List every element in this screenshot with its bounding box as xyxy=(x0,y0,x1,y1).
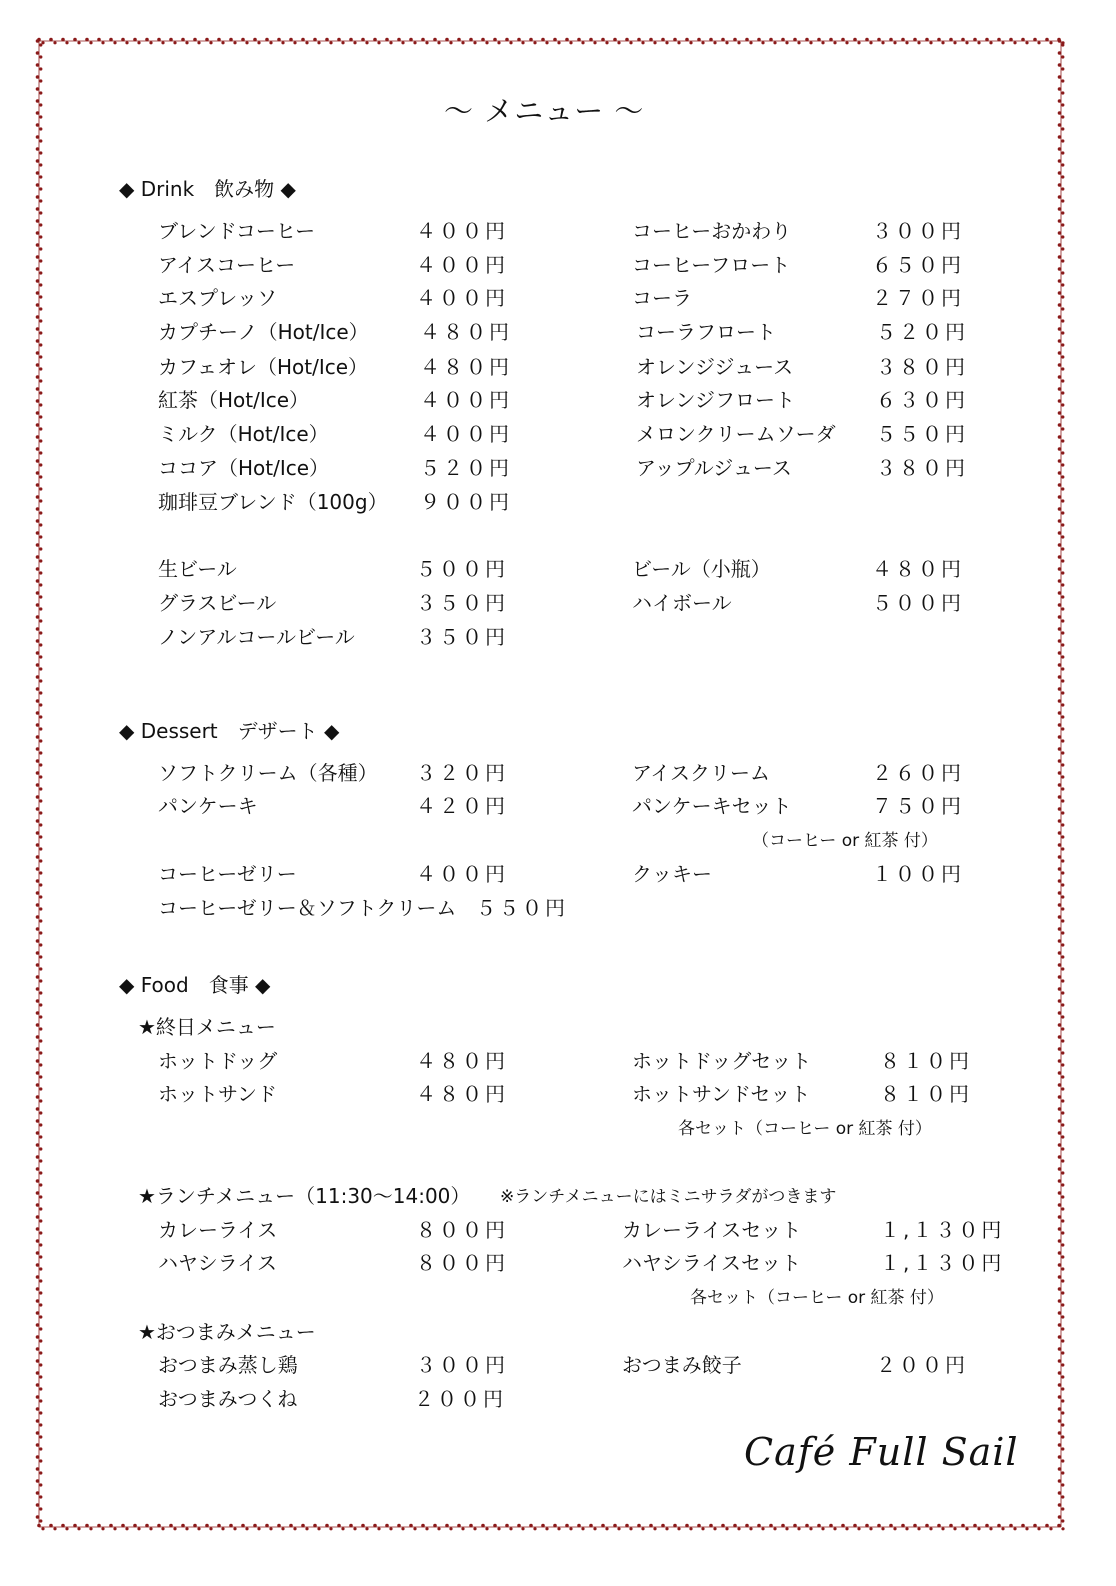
menu-item-name: ソフトクリーム（各種） xyxy=(158,761,378,785)
menu-item-name: おつまみ蒸し鶏 xyxy=(158,1353,298,1377)
subsection-heading-allday: ★終日メニュー xyxy=(138,1015,276,1039)
menu-item-price: ５５０円 xyxy=(876,422,968,446)
menu-item-price: ４８０円 xyxy=(416,1049,508,1073)
menu-item-price: ８００円 xyxy=(416,1251,508,1275)
menu-item-price: ４２０円 xyxy=(416,794,508,818)
menu-item-name: カプチーノ（Hot/Ice） xyxy=(158,320,369,344)
section-heading-food: ◆ Food 食事 ◆ xyxy=(119,973,271,997)
menu-item-name: パンケーキセット xyxy=(632,794,792,818)
menu-item-name: カフェオレ（Hot/Ice） xyxy=(158,355,369,379)
menu-item-name: ブレンドコーヒー xyxy=(158,219,316,243)
menu-item-price: ３００円 xyxy=(416,1353,508,1377)
cafe-signature: Café Full Sail xyxy=(744,1430,1019,1474)
menu-item-price: ６５０円 xyxy=(872,253,964,277)
menu-item-price: ５２０円 xyxy=(876,320,968,344)
menu-item-price: １,１３０円 xyxy=(880,1218,1005,1242)
menu-item-price: ４８０円 xyxy=(420,355,512,379)
set-note: （コーヒー or 紅茶 付） xyxy=(752,831,938,851)
menu-item-name: コーヒーフロート xyxy=(632,253,791,277)
set-note: 各セット（コーヒー or 紅茶 付） xyxy=(678,1119,932,1139)
menu-item-price: ５００円 xyxy=(416,557,508,581)
menu-item-price: ５００円 xyxy=(872,591,964,615)
menu-item-price: ４００円 xyxy=(416,219,508,243)
lunch-salad-note: ※ランチメニューにはミニサラダがつきます xyxy=(500,1187,837,1207)
menu-item-name: コーラ xyxy=(632,286,692,310)
menu-item-name: オレンジフロート xyxy=(636,388,795,412)
menu-item-price: ８１０円 xyxy=(880,1049,972,1073)
menu-item-name: おつまみ餃子 xyxy=(622,1353,742,1377)
menu-item-name: ハイボール xyxy=(632,591,732,615)
menu-item-price: ２６０円 xyxy=(872,761,964,785)
menu-item-name: ホットサンドセット xyxy=(632,1082,811,1106)
menu-item-price: １００円 xyxy=(872,862,964,886)
menu-item-name: エスプレッソ xyxy=(158,286,277,310)
menu-item-price: ３８０円 xyxy=(876,355,968,379)
menu-item-name: ホットドッグ xyxy=(158,1049,278,1073)
menu-item-name: ホットドッグセット xyxy=(632,1049,812,1073)
subsection-heading-lunch: ★ランチメニュー（11:30～14:00） xyxy=(138,1184,471,1208)
menu-item-name: ハヤシライス xyxy=(158,1251,277,1275)
menu-item-price: ２００円 xyxy=(876,1353,968,1377)
menu-item-name: グラスビール xyxy=(158,591,277,615)
section-heading-drink: ◆ Drink 飲み物 ◆ xyxy=(119,177,296,201)
menu-item-name: パンケーキ xyxy=(158,794,258,818)
menu-item-name: コーラフロート xyxy=(636,320,776,344)
menu-item-price: ９００円 xyxy=(420,490,512,514)
menu-item-price: ６３０円 xyxy=(876,388,968,412)
menu-item-name: アイスコーヒー xyxy=(158,253,296,277)
menu-item-price: ３８０円 xyxy=(876,456,968,480)
menu-item-price: ４８０円 xyxy=(872,557,964,581)
page-title: ～ メニュー ～ xyxy=(444,94,645,128)
menu-item-price: ４００円 xyxy=(416,286,508,310)
menu-item-price: ８１０円 xyxy=(880,1082,972,1106)
section-heading-dessert: ◆ Dessert デザート ◆ xyxy=(119,719,340,743)
menu-item-name: オレンジジュース xyxy=(636,355,794,379)
menu-item-price: ２００円 xyxy=(414,1387,506,1411)
menu-item-price: ４００円 xyxy=(416,253,508,277)
menu-item-price: ４００円 xyxy=(420,422,512,446)
menu-item-price: ４８０円 xyxy=(420,320,512,344)
menu-item-name: ハヤシライスセット xyxy=(622,1251,801,1275)
menu-item-name: 生ビール xyxy=(158,557,237,581)
menu-item-price: ４００円 xyxy=(416,862,508,886)
menu-item-price: ３５０円 xyxy=(416,591,508,615)
menu-item-name: ココア（Hot/Ice） xyxy=(158,456,330,480)
menu-item-price: １,１３０円 xyxy=(880,1251,1005,1275)
menu-item-name: カレーライスセット xyxy=(622,1218,802,1242)
menu-item-price: ４８０円 xyxy=(416,1082,508,1106)
menu-item-price: ４００円 xyxy=(420,388,512,412)
menu-item-name: おつまみつくね xyxy=(158,1387,298,1411)
menu-item-name: コーヒーおかわり xyxy=(632,219,792,243)
menu-item-name: クッキー xyxy=(632,862,712,886)
menu-item-name: 紅茶（Hot/Ice） xyxy=(158,388,310,412)
menu-item-name: 珈琲豆ブレンド（100g） xyxy=(158,490,388,514)
menu-item-price: ２７０円 xyxy=(872,286,964,310)
menu-item-price: ７５０円 xyxy=(872,794,964,818)
subsection-heading-otsumami: ★おつまみメニュー xyxy=(138,1320,316,1344)
menu-item-name: ホットサンド xyxy=(158,1082,277,1106)
menu-item-name: ビール（小瓶） xyxy=(632,557,771,581)
menu-item-price: ３００円 xyxy=(872,219,964,243)
menu-item-price: ８００円 xyxy=(416,1218,508,1242)
menu-item-name: アップルジュース xyxy=(636,456,792,480)
set-note: 各セット（コーヒー or 紅茶 付） xyxy=(690,1288,944,1308)
menu-item-price: ５５０円 xyxy=(476,896,568,920)
menu-item-name: コーヒーゼリー＆ソフトクリーム xyxy=(158,896,457,920)
menu-item-name: カレーライス xyxy=(158,1218,278,1242)
menu-item-name: アイスクリーム xyxy=(632,761,770,785)
menu-item-price: ３２０円 xyxy=(416,761,508,785)
menu-item-name: コーヒーゼリー xyxy=(158,862,297,886)
menu-item-price: ５２０円 xyxy=(420,456,512,480)
menu-item-name: ノンアルコールビール xyxy=(158,625,355,649)
menu-item-name: メロンクリームソーダ xyxy=(636,422,836,446)
menu-item-name: ミルク（Hot/Ice） xyxy=(158,422,329,446)
menu-item-price: ３５０円 xyxy=(416,625,508,649)
